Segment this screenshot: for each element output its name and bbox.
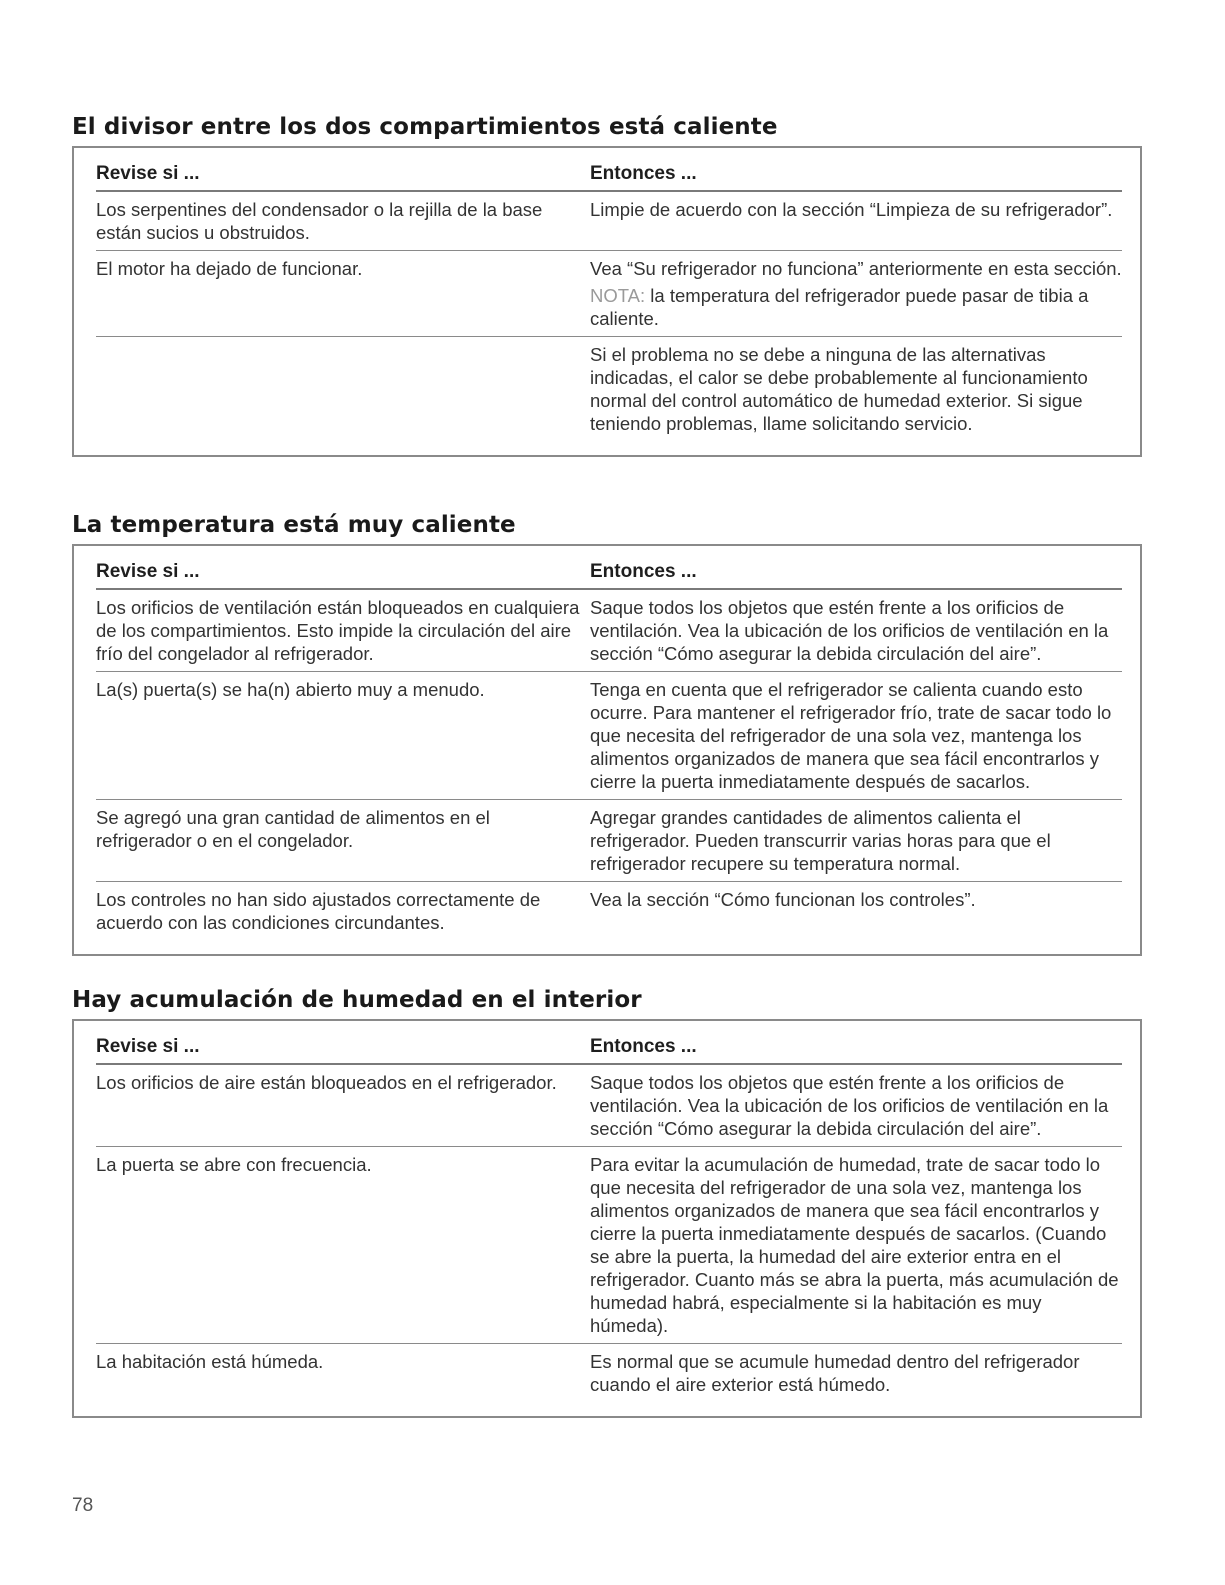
note-paragraph	[590, 284, 1122, 330]
header-check: Revise si ...	[96, 163, 200, 184]
then-cell	[590, 678, 1122, 793]
header-check: Revise si ...	[96, 1036, 200, 1057]
check-cell: El motor ha dejado de funcionar.	[96, 258, 363, 279]
table-header	[96, 1031, 1122, 1065]
table-row	[96, 590, 1122, 672]
troubleshoot-table	[72, 146, 1142, 457]
then-text: Tenga en cuenta que el refrigerador se calienta cuando esto ocurre. Para mantener el refrigerador frío, trate de sacar todo lo que necesita del refrigerador de una sola vez, mantenga los alimentos organizados de manera que sea fácil encontrarlos y cierre la puerta inmediatamente después de sacarlos.	[590, 679, 1112, 792]
table-row	[96, 192, 1122, 251]
then-cell	[590, 806, 1122, 875]
check-cell: La habitación está húmeda.	[96, 1351, 324, 1372]
table-row	[96, 882, 1122, 940]
header-check: Revise si ...	[96, 561, 200, 582]
section-title: Hay acumulación de humedad en el interior	[72, 987, 642, 1013]
section-humidity	[72, 985, 1142, 1418]
then-text: Es normal que se acumule humedad dentro del refrigerador cuando el aire exterior está húmedo.	[590, 1351, 1080, 1395]
then-cell	[590, 198, 1122, 244]
then-cell	[590, 888, 1122, 934]
table-row	[96, 800, 1122, 882]
then-cell	[590, 596, 1122, 665]
troubleshoot-table	[72, 1019, 1142, 1418]
note-text: la temperatura del refrigerador puede pasar de tibia a caliente.	[590, 285, 1089, 329]
then-cell	[590, 257, 1122, 330]
then-cell	[590, 1153, 1122, 1337]
section-title: La temperatura está muy caliente	[72, 512, 516, 538]
check-cell	[96, 343, 590, 435]
header-then: Entonces ...	[590, 163, 697, 184]
table-row	[96, 1344, 1122, 1402]
then-cell	[590, 1071, 1122, 1140]
table-header	[96, 158, 1122, 192]
table-row	[96, 251, 1122, 337]
then-text: Saque todos los objetos que estén frente a los orificios de ventilación. Vea la ubicación de los orificios de ventilación en la sección “Cómo asegurar la debida circulación del aire”.	[590, 1072, 1109, 1139]
page-number: 78	[72, 1495, 94, 1516]
table-header	[96, 556, 1122, 590]
then-cell	[590, 343, 1122, 435]
troubleshoot-table	[72, 544, 1142, 956]
check-cell: La puerta se abre con frecuencia.	[96, 1154, 372, 1175]
then-text: Para evitar la acumulación de humedad, trate de sacar todo lo que necesita del refrigerador de una sola vez, mantenga los alimentos organizados de manera que sea fácil encontrarlos y cierre la puerta inmediatamente después de sacarlos. (Cuando se abre la puerta, la humedad del aire exterior entra en el refrigerador. Cuanto más se abra la puerta, más acumulación de humedad habrá, especialmente si la habitación es muy húmeda).	[590, 1154, 1119, 1336]
header-then: Entonces ...	[590, 1036, 697, 1057]
check-cell: La(s) puerta(s) se ha(n) abierto muy a menudo.	[96, 679, 485, 700]
then-text: Si el problema no se debe a ninguna de las alternativas indicadas, el calor se debe probablemente al funcionamiento normal del control automático de humedad exterior. Si sigue teniendo problemas, llame solicitando servicio.	[590, 344, 1088, 434]
note-label: NOTA:	[590, 285, 646, 306]
check-cell: Los orificios de ventilación están bloqueados en cualquiera de los compartimientos. Esto impide la circulación del aire frío del congelador al refrigerador.	[96, 597, 580, 664]
table-row	[96, 672, 1122, 800]
then-cell	[590, 1350, 1122, 1396]
check-cell: Los serpentines del condensador o la rejilla de la base están sucios u obstruidos.	[96, 199, 543, 243]
table-row	[96, 1065, 1122, 1147]
check-cell: Los orificios de aire están bloqueados en el refrigerador.	[96, 1072, 557, 1093]
then-text: Saque todos los objetos que estén frente a los orificios de ventilación. Vea la ubicación de los orificios de ventilación en la sección “Cómo asegurar la debida circulación del aire”.	[590, 597, 1109, 664]
then-text: Limpie de acuerdo con la sección “Limpieza de su refrigerador”.	[590, 199, 1113, 220]
check-cell: Los controles no han sido ajustados correctamente de acuerdo con las condiciones circundantes.	[96, 889, 541, 933]
section-title: El divisor entre los dos compartimientos está caliente	[72, 114, 778, 140]
section-divider-hot	[72, 112, 1142, 457]
then-text: Vea la sección “Cómo funcionan los controles”.	[590, 889, 976, 910]
check-cell: Se agregó una gran cantidad de alimentos en el refrigerador o en el congelador.	[96, 807, 490, 851]
then-text: Vea “Su refrigerador no funciona” anteriormente en esta sección.	[590, 258, 1122, 279]
section-temperature-hot	[72, 510, 1142, 956]
then-text: Agregar grandes cantidades de alimentos calienta el refrigerador. Pueden transcurrir varias horas para que el refrigerador recupere su temperatura normal.	[590, 807, 1051, 874]
table-row	[96, 1147, 1122, 1344]
table-row	[96, 337, 1122, 441]
header-then: Entonces ...	[590, 561, 697, 582]
